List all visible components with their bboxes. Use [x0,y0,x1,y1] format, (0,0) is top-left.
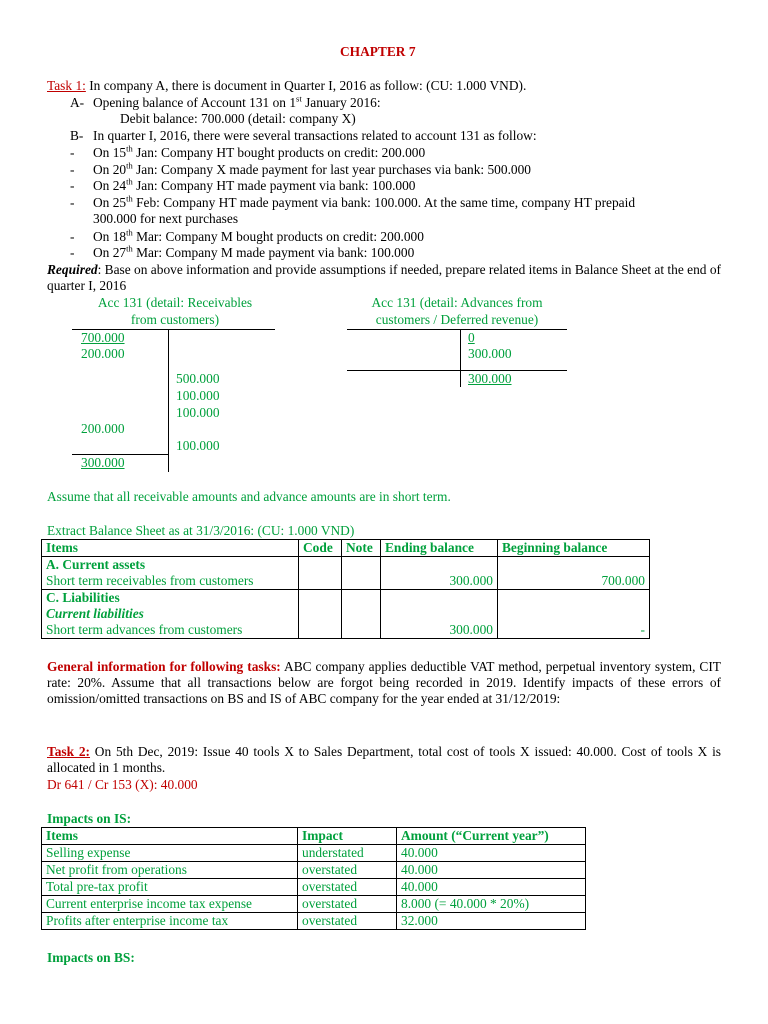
header-cell: Note [342,540,381,557]
header-cell: Items [42,540,299,557]
t-account-1-debit: 200.000 [81,421,125,436]
task2-label: Task 2: [47,744,91,759]
task1-b-text: In quarter I, 2016, there were several transactions related to account 131 as follow: [93,128,537,143]
t-account-1-credit: 100.000 [176,438,220,453]
task1-a-text: Opening balance of Account 131 on 1st January 2016: [93,93,381,110]
t-account-1-vline [168,329,169,472]
table-row [42,913,586,930]
bs-beginning: - [640,622,645,637]
is-item: Current enterprise income tax expense [42,896,298,913]
transaction-item: On 24th Jan: Company HT made payment via bank: 100.000 [93,176,416,193]
is-amount: 40.000 [397,845,586,862]
t-account-2-total-line [347,370,567,371]
t-account-1-credit: 100.000 [176,405,220,420]
is-impact: overstated [298,896,397,913]
t-account-2-title-2: customers / Deferred revenue) [375,312,539,327]
table-row [42,557,650,590]
assumption-text: Assume that all receivable amounts and advance amounts are in short term. [47,489,451,504]
bs-beginning: 700.000 [601,573,645,588]
task1-a-marker: A- [70,95,85,110]
t-account-2-balance: 300.000 [468,371,512,386]
chapter-title: CHAPTER 7 [340,44,416,59]
bs-item: Short term advances from customers [46,622,243,637]
transaction-item-cont: 300.000 for next purchases [93,211,239,226]
task2-entry: Dr 641 / Cr 153 (X): 40.000 [47,777,198,792]
bs-section-liabilities: C. Liabilities [46,590,120,605]
is-amount: 8.000 (= 40.000 * 20%) [397,896,586,913]
t-account-2-credit: 0 [468,330,475,345]
table-row [42,862,586,879]
bullet-dash: - [70,245,75,260]
is-amount: 40.000 [397,862,586,879]
is-impact: overstated [298,879,397,896]
header-cell: Amount (“Current year”) [397,828,586,845]
impacts-bs-title: Impacts on BS: [47,950,135,965]
task1-label: Task 1: [47,78,86,93]
is-amount: 40.000 [397,879,586,896]
table-row [42,590,650,639]
is-impact: overstated [298,862,397,879]
general-info: General information for following tasks: ABC company applies deductible VAT method, perpetual inventory system, CIT rate: 20%. Assume that all transactions below are forgot being recorded in 2019. Identify impacts of these errors of omission/omitted transactions on BS and IS of ABC company for the year ended at 31/12/2019: [47,659,721,706]
is-amount: 32.000 [397,913,586,930]
t-account-1-debit: 700.000 [81,330,125,345]
bs-ending: 300.000 [449,573,493,588]
is-item: Profits after enterprise income tax [42,913,298,930]
t-account-1-debit: 200.000 [81,346,125,361]
is-impact: understated [298,845,397,862]
general-info-label: General information for following tasks: [47,659,281,674]
header-cell: Beginning balance [498,540,650,557]
task1-a-sub: Debit balance: 700.000 (detail: company X) [120,111,356,126]
balance-sheet-table [41,539,650,639]
t-account-1-title-2: from customers) [130,312,220,327]
task2-text: Task 2: On 5th Dec, 2019: Issue 40 tools X to Sales Department, total cost of tools X issued: 40.000. Cost of tools X is allocated in 1 months. [47,744,722,775]
bs-section-current-assets: A. Current assets [46,557,146,572]
bullet-dash: - [70,162,75,177]
t-account-2-hline [347,329,567,330]
t-account-2-vline [460,329,461,387]
is-item: Selling expense [42,845,298,862]
header-cell: Code [299,540,342,557]
balance-sheet-title: Extract Balance Sheet as at 31/3/2016: (CU: 1.000 VND) [47,523,355,538]
transaction-item: On 25th Feb: Company HT made payment via bank: 100.000. At the same time, company HT prepaid [93,193,636,210]
transaction-item: On 20th Jan: Company X made payment for last year purchases via bank: 500.000 [93,160,532,177]
table-row [42,879,586,896]
bs-ending: 300.000 [449,622,493,637]
t-account-2-title-1: Acc 131 (detail: Advances from [371,295,543,310]
header-cell: Ending balance [381,540,498,557]
is-item: Net profit from operations [42,862,298,879]
task1-b-marker: B- [70,128,84,143]
bullet-dash: - [70,178,75,193]
is-impact: overstated [298,913,397,930]
transaction-item: On 18th Mar: Company M bought products on credit: 200.000 [93,227,424,244]
table-row [42,896,586,913]
task1-intro-line [47,78,526,94]
bs-item: Short term receivables from customers [46,573,254,588]
task1-required: Required: Base on above information and provide assumptions if needed, prepare related items in Balance Sheet at the end of quarter I, 2016 [47,262,721,293]
header-cell: Items [42,828,298,845]
table-header-row [42,828,586,845]
t-account-1-credit: 100.000 [176,388,220,403]
bs-subsection: Current liabilities [46,606,144,621]
impacts-is-table [41,827,586,930]
bullet-dash: - [70,145,75,160]
table-header-row [42,540,650,557]
transaction-item: On 27th Mar: Company M made payment via bank: 100.000 [93,243,415,260]
table-row [42,845,586,862]
header-cell: Impact [298,828,397,845]
impacts-is-title: Impacts on IS: [47,811,132,826]
t-account-1-balance: 300.000 [81,455,125,470]
bullet-dash: - [70,229,75,244]
is-item: Total pre-tax profit [42,879,298,896]
t-account-1-title-1: Acc 131 (detail: Receivables [97,295,253,310]
task1-intro: In company A, there is document in Quarter I, 2016 as follow: (CU: 1.000 VND). [85,78,527,93]
t-account-2-credit: 300.000 [468,346,512,361]
transaction-item: On 15th Jan: Company HT bought products on credit: 200.000 [93,143,426,160]
required-label: Required [47,262,98,277]
t-account-1-credit: 500.000 [176,371,220,386]
bullet-dash: - [70,195,75,210]
